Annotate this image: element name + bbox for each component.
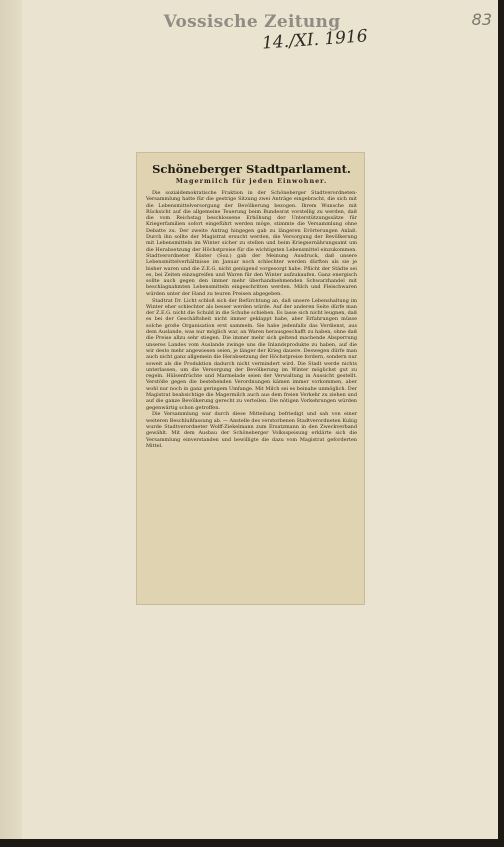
page-bottom-edge bbox=[0, 839, 504, 847]
page-edge bbox=[498, 0, 504, 847]
newspaper-clipping bbox=[136, 152, 365, 605]
page-binding-strip bbox=[0, 0, 22, 847]
article-subtitle: Magermilch für jeden Einwohner. bbox=[175, 177, 328, 185]
article-paragraph: Stadtrat Dr. Licht schloß sich der Befürchtung an, daß unsere Lebenshaltung im Winter eher schlechter als besser werden würde. Auf der anderen Seite dürfe man der Z.E.G. nicht die Schuld in die Schuhe schieben. Es lasse sich nicht leugnen, daß es bei der Geschäftsheit nicht immer geklappt habe, aber Erfahrungen müsse solche große Organisation erst sammeln. Sie habe jedenfalls das Verdienst, aus dem Auslande, was nur möglich war, an Waren herausgeschafft zu haben, ohne daß die Preise allzu sehr stiegen. Die immer mehr sich geltend machende Absperrung unseres Landes vom Auslande zwinge uns die Inlandsprodukte zu haben, auf die wir desto mehr angewiesen seien, je länger der Krieg dauere. Deswegen dürfe man auch nicht ganz allgemein die Herabsetzung der Höchstpreise fordern, sondern nur soweit als die Produktion dadurch nicht vermindert wird. Die Stadt werde nichts unterlassen, um die Versorgung der Bevölkerung im Winter möglichst gut zu regeln. Hülsenfrüchte und Marmelade seien der Verwaltung in Aussicht gestellt. Verstöße gegen die bestehenden Verordnungen kämen immer vorkommen, aber wohl nur noch in ganz geringem Umfange. Mit Milch sei es beinahe unmöglich. Der Magistrat beabsichtige die Magermilch auch aus dem freien Verkehr zu ziehen und auf die ganze Bevölkerung gerecht zu verteilen. Die nötigen Vorkehrungen würden gegenwärtig schon getroffen. bbox=[146, 297, 357, 411]
article-paragraph: Die Versammlung war durch diese Mitteilung befriedigt und sah von einer weiteren Beschlußfassung ab. — Anstelle des verstorbenen Stadtverordneten Kubig wurde Stadtverordneter Wolff-Ziekelmann zum Ersatzmann in den Zweckverband gewählt. Mit dem Ausbau der Schöneberger Volksspeisung erklärte sich die Versammlung einverstanden und bewilligte die dazu vom Magistrat geforderten Mittel. bbox=[146, 411, 357, 449]
page-number: 83 bbox=[471, 10, 492, 29]
article-paragraph: Die sozialdemokratische Fraktion in der Schöneberger Stadtverordneten-Versammlung hatte für die gestrige Sitzung zwei Anträge eingebracht, die sich mit die Lebensmittelversorgung der Bevölkerung bezogen. Ihrem Wunsche mit Rücksicht auf die allgemeine Teuerung beim Bundesrat vorstellig zu werden, daß die vom Reichstag beschlossene Erhöhung der Unterstützungssätze für Kriegerfamilien sofort eingeführt werden möge, stimmte die Versammlung ohne Debatte zu. Der zweite Antrag hingegen gab zu längeren Erörterungen Anlaß. Durch ihn sollte der Magistrat ersucht werden, die Versorgung der Bevölkerung mit Lebensmitteln im Winter sicher zu stellen und beim Kriegsernährungsamt um die Herabsetzung der Höchstpreise für die wichtigsten Lebensmittel einzukommen. Stadtverordneter Küster (Soz.) gab der Meinung Ausdruck, daß unsere Lebensmittelverhältnisse im Januar noch schlechter werden dürften als sie je bisher waren und die Z.E.G. nicht genügend vorgesorgt habe. Pflicht der Städte sei es, bei Zeiten einzugreifen und Waren für den Winter aufzukaufen. Ganz energisch sollte auch gegen den immer mehr überhandnehmenden Schwarzhandel mit beschlagnahmten Lebensmitteln eingeschritten werden. Milch und Fleischwaren würden unter der Hand zu teuren Preisen abgegeben. bbox=[146, 190, 357, 297]
article-body bbox=[146, 190, 357, 449]
handwritten-date: 14./XI. 1916 bbox=[261, 26, 369, 54]
article-title: Schöneberger Stadtparlament. bbox=[152, 162, 351, 176]
newspaper-masthead: Vossische Zeitung bbox=[163, 12, 341, 32]
